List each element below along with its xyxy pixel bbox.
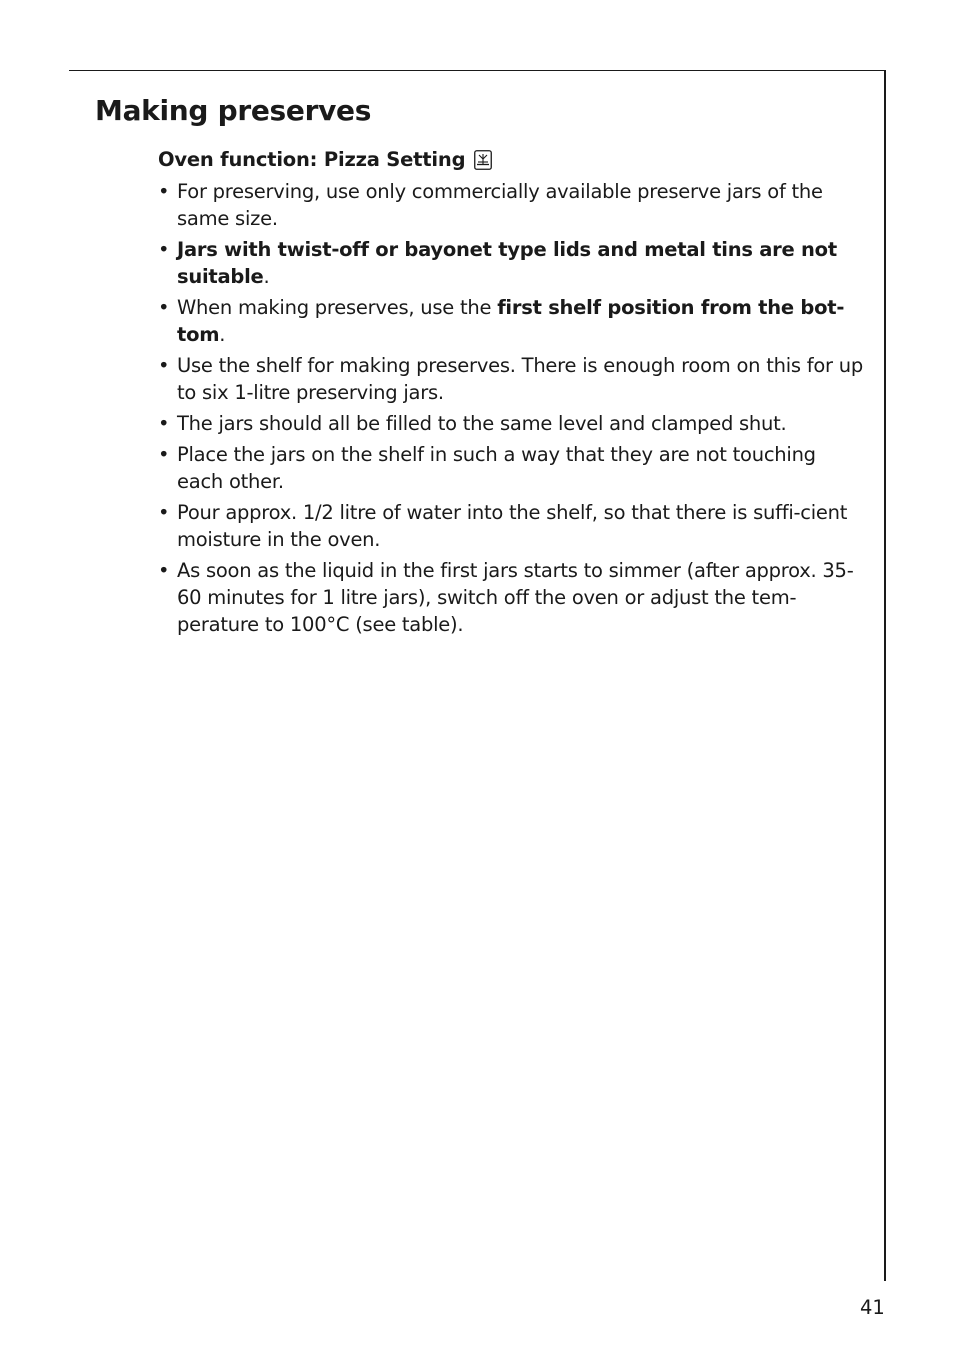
body-text: When making preserves, use the — [177, 296, 498, 319]
list-item — [158, 557, 866, 638]
body-text: Place the jars on the shelf in such a way that they are not touching each other. — [177, 443, 816, 493]
top-rule — [69, 70, 886, 71]
oven-function-heading — [158, 146, 866, 174]
page-title: Making preserves — [95, 94, 372, 127]
oven-function-label: Oven function: Pizza Setting — [158, 148, 466, 171]
list-item — [158, 410, 866, 437]
right-margin-rule — [884, 70, 886, 1281]
list-item — [158, 352, 866, 406]
bold-text: Jars with twist-off or bayonet type lids and metal tins are not suitable — [177, 238, 837, 288]
body-text: Pour approx. 1/2 litre of water into the shelf, so that there is suffi-cient moisture in the oven. — [177, 501, 848, 551]
body-text: As soon as the liquid in the first jars starts to simmer (after approx. 35-60 minutes for 1 litre jars), switch off the oven or adjust the tem-perature to 100°C (see table). — [177, 559, 854, 636]
list-item — [158, 236, 866, 290]
section-content — [158, 146, 866, 642]
body-text: Use the shelf for making preserves. There is enough room on this for up to six 1-litre preserving jars. — [177, 354, 863, 404]
body-text: For preserving, use only commercially available preserve jars of the same size. — [177, 180, 823, 230]
list-item — [158, 499, 866, 553]
bold-text: first shelf position from the bot-tom — [177, 296, 845, 346]
pizza-setting-icon — [474, 150, 492, 170]
instruction-list — [158, 178, 866, 638]
list-item — [158, 294, 866, 348]
body-text: The jars should all be filled to the same level and clamped shut. — [177, 412, 787, 435]
list-item — [158, 178, 866, 232]
list-item — [158, 441, 866, 495]
body-text: . — [219, 323, 226, 346]
body-text: . — [263, 265, 270, 288]
page-number: 41 — [860, 1296, 885, 1319]
